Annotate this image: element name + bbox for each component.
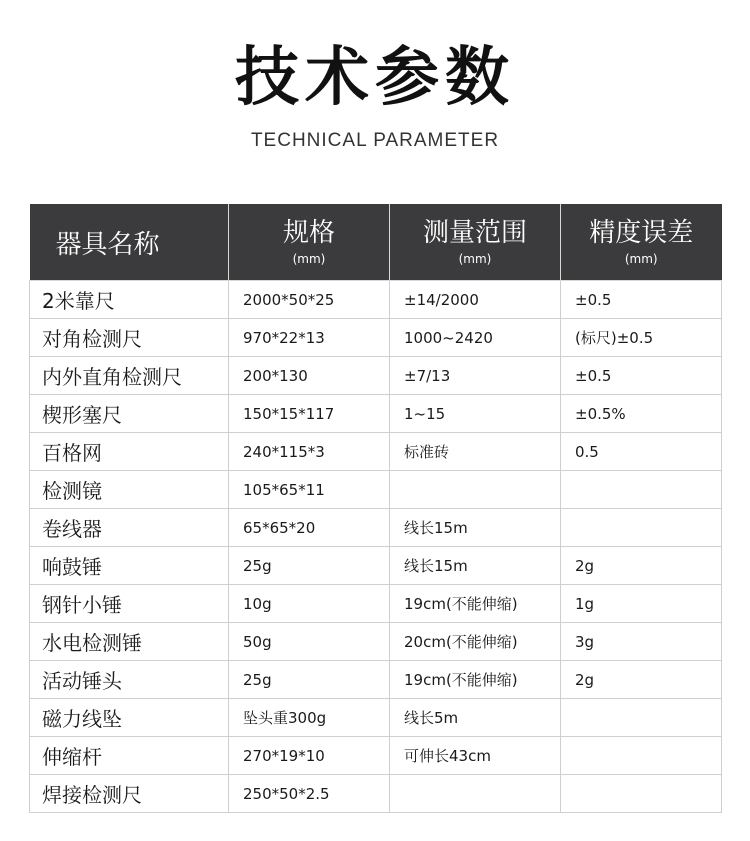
header-row [30,204,722,281]
cell-measuring-range: ±7/13 [390,357,561,395]
cell-measuring-range: 1~15 [390,395,561,433]
cell-accuracy-error: ±0.5 [561,281,722,319]
cell-measuring-range: 标准砖 [390,433,561,471]
table-row [30,699,722,737]
cell-instrument-name: 内外直角检测尺 [30,357,229,395]
cell-measuring-range: ±14/2000 [390,281,561,319]
cell-instrument-name: 楔形塞尺 [30,395,229,433]
header-accuracy-error [561,204,722,281]
table-row [30,357,722,395]
page-subtitle: TECHNICAL PARAMETER [250,130,500,151]
table-row [30,471,722,509]
cell-instrument-name: 钢针小锤 [30,585,229,623]
table-row [30,281,722,319]
cell-accuracy-error: 2g [561,661,722,699]
header-unit: (mm) [624,252,658,266]
cell-accuracy-error: ±0.5 [561,357,722,395]
cell-instrument-name: 活动锤头 [30,661,229,699]
cell-instrument-name: 伸缩杆 [30,737,229,775]
cell-measuring-range [390,471,561,509]
table-header [30,204,722,281]
header-measuring-range [390,204,561,281]
table-row [30,509,722,547]
table-row [30,547,722,585]
cell-accuracy-error [561,471,722,509]
cell-accuracy-error: (标尺)±0.5 [561,319,722,357]
cell-instrument-name: 响鼓锤 [30,547,229,585]
cell-instrument-name: 2米靠尺 [30,281,229,319]
cell-accuracy-error [561,737,722,775]
cell-accuracy-error [561,509,722,547]
cell-instrument-name: 卷线器 [30,509,229,547]
cell-specification: 970*22*13 [229,319,390,357]
cell-instrument-name: 对角检测尺 [30,319,229,357]
cell-measuring-range: 线长5m [390,699,561,737]
cell-instrument-name: 检测镜 [30,471,229,509]
table-row [30,623,722,661]
cell-specification: 250*50*2.5 [229,775,390,813]
cell-measuring-range: 可伸长43cm [390,737,561,775]
cell-specification: 25g [229,661,390,699]
header-unit: (mm) [292,252,326,266]
cell-specification: 坠头重300g [229,699,390,737]
header-unit: (mm) [458,252,492,266]
cell-specification: 50g [229,623,390,661]
table-body [30,281,722,813]
table-row [30,737,722,775]
table-row [30,585,722,623]
cell-specification: 105*65*11 [229,471,390,509]
cell-measuring-range [390,775,561,813]
cell-specification: 270*19*10 [229,737,390,775]
table-row [30,319,722,357]
cell-specification: 65*65*20 [229,509,390,547]
cell-measuring-range: 线长15m [390,509,561,547]
table-row [30,433,722,471]
cell-specification: 2000*50*25 [229,281,390,319]
header-label: 测量范围 [422,218,527,248]
cell-accuracy-error: 3g [561,623,722,661]
header-label: 规格 [282,218,335,248]
cell-accuracy-error: 2g [561,547,722,585]
cell-specification: 240*115*3 [229,433,390,471]
cell-accuracy-error [561,775,722,813]
header-label: 器具名称 [55,229,160,260]
cell-measuring-range: 19cm(不能伸缩) [390,661,561,699]
cell-specification: 150*15*117 [229,395,390,433]
cell-accuracy-error: 0.5 [561,433,722,471]
cell-accuracy-error [561,699,722,737]
cell-measuring-range: 1000~2420 [390,319,561,357]
parameter-table [29,204,722,813]
header-instrument-name [30,204,229,281]
cell-instrument-name: 焊接检测尺 [30,775,229,813]
cell-instrument-name: 百格网 [30,433,229,471]
cell-measuring-range: 19cm(不能伸缩) [390,585,561,623]
cell-specification: 10g [229,585,390,623]
cell-measuring-range: 线长15m [390,547,561,585]
page-title: 技术参数 [235,41,515,115]
table-row [30,775,722,813]
cell-accuracy-error: 1g [561,585,722,623]
cell-specification: 200*130 [229,357,390,395]
cell-measuring-range: 20cm(不能伸缩) [390,623,561,661]
table-row [30,395,722,433]
cell-instrument-name: 水电检测锤 [30,623,229,661]
cell-specification: 25g [229,547,390,585]
header-label: 精度误差 [589,218,694,248]
cell-accuracy-error: ±0.5% [561,395,722,433]
header-specification [229,204,390,281]
table-row [30,661,722,699]
cell-instrument-name: 磁力线坠 [30,699,229,737]
